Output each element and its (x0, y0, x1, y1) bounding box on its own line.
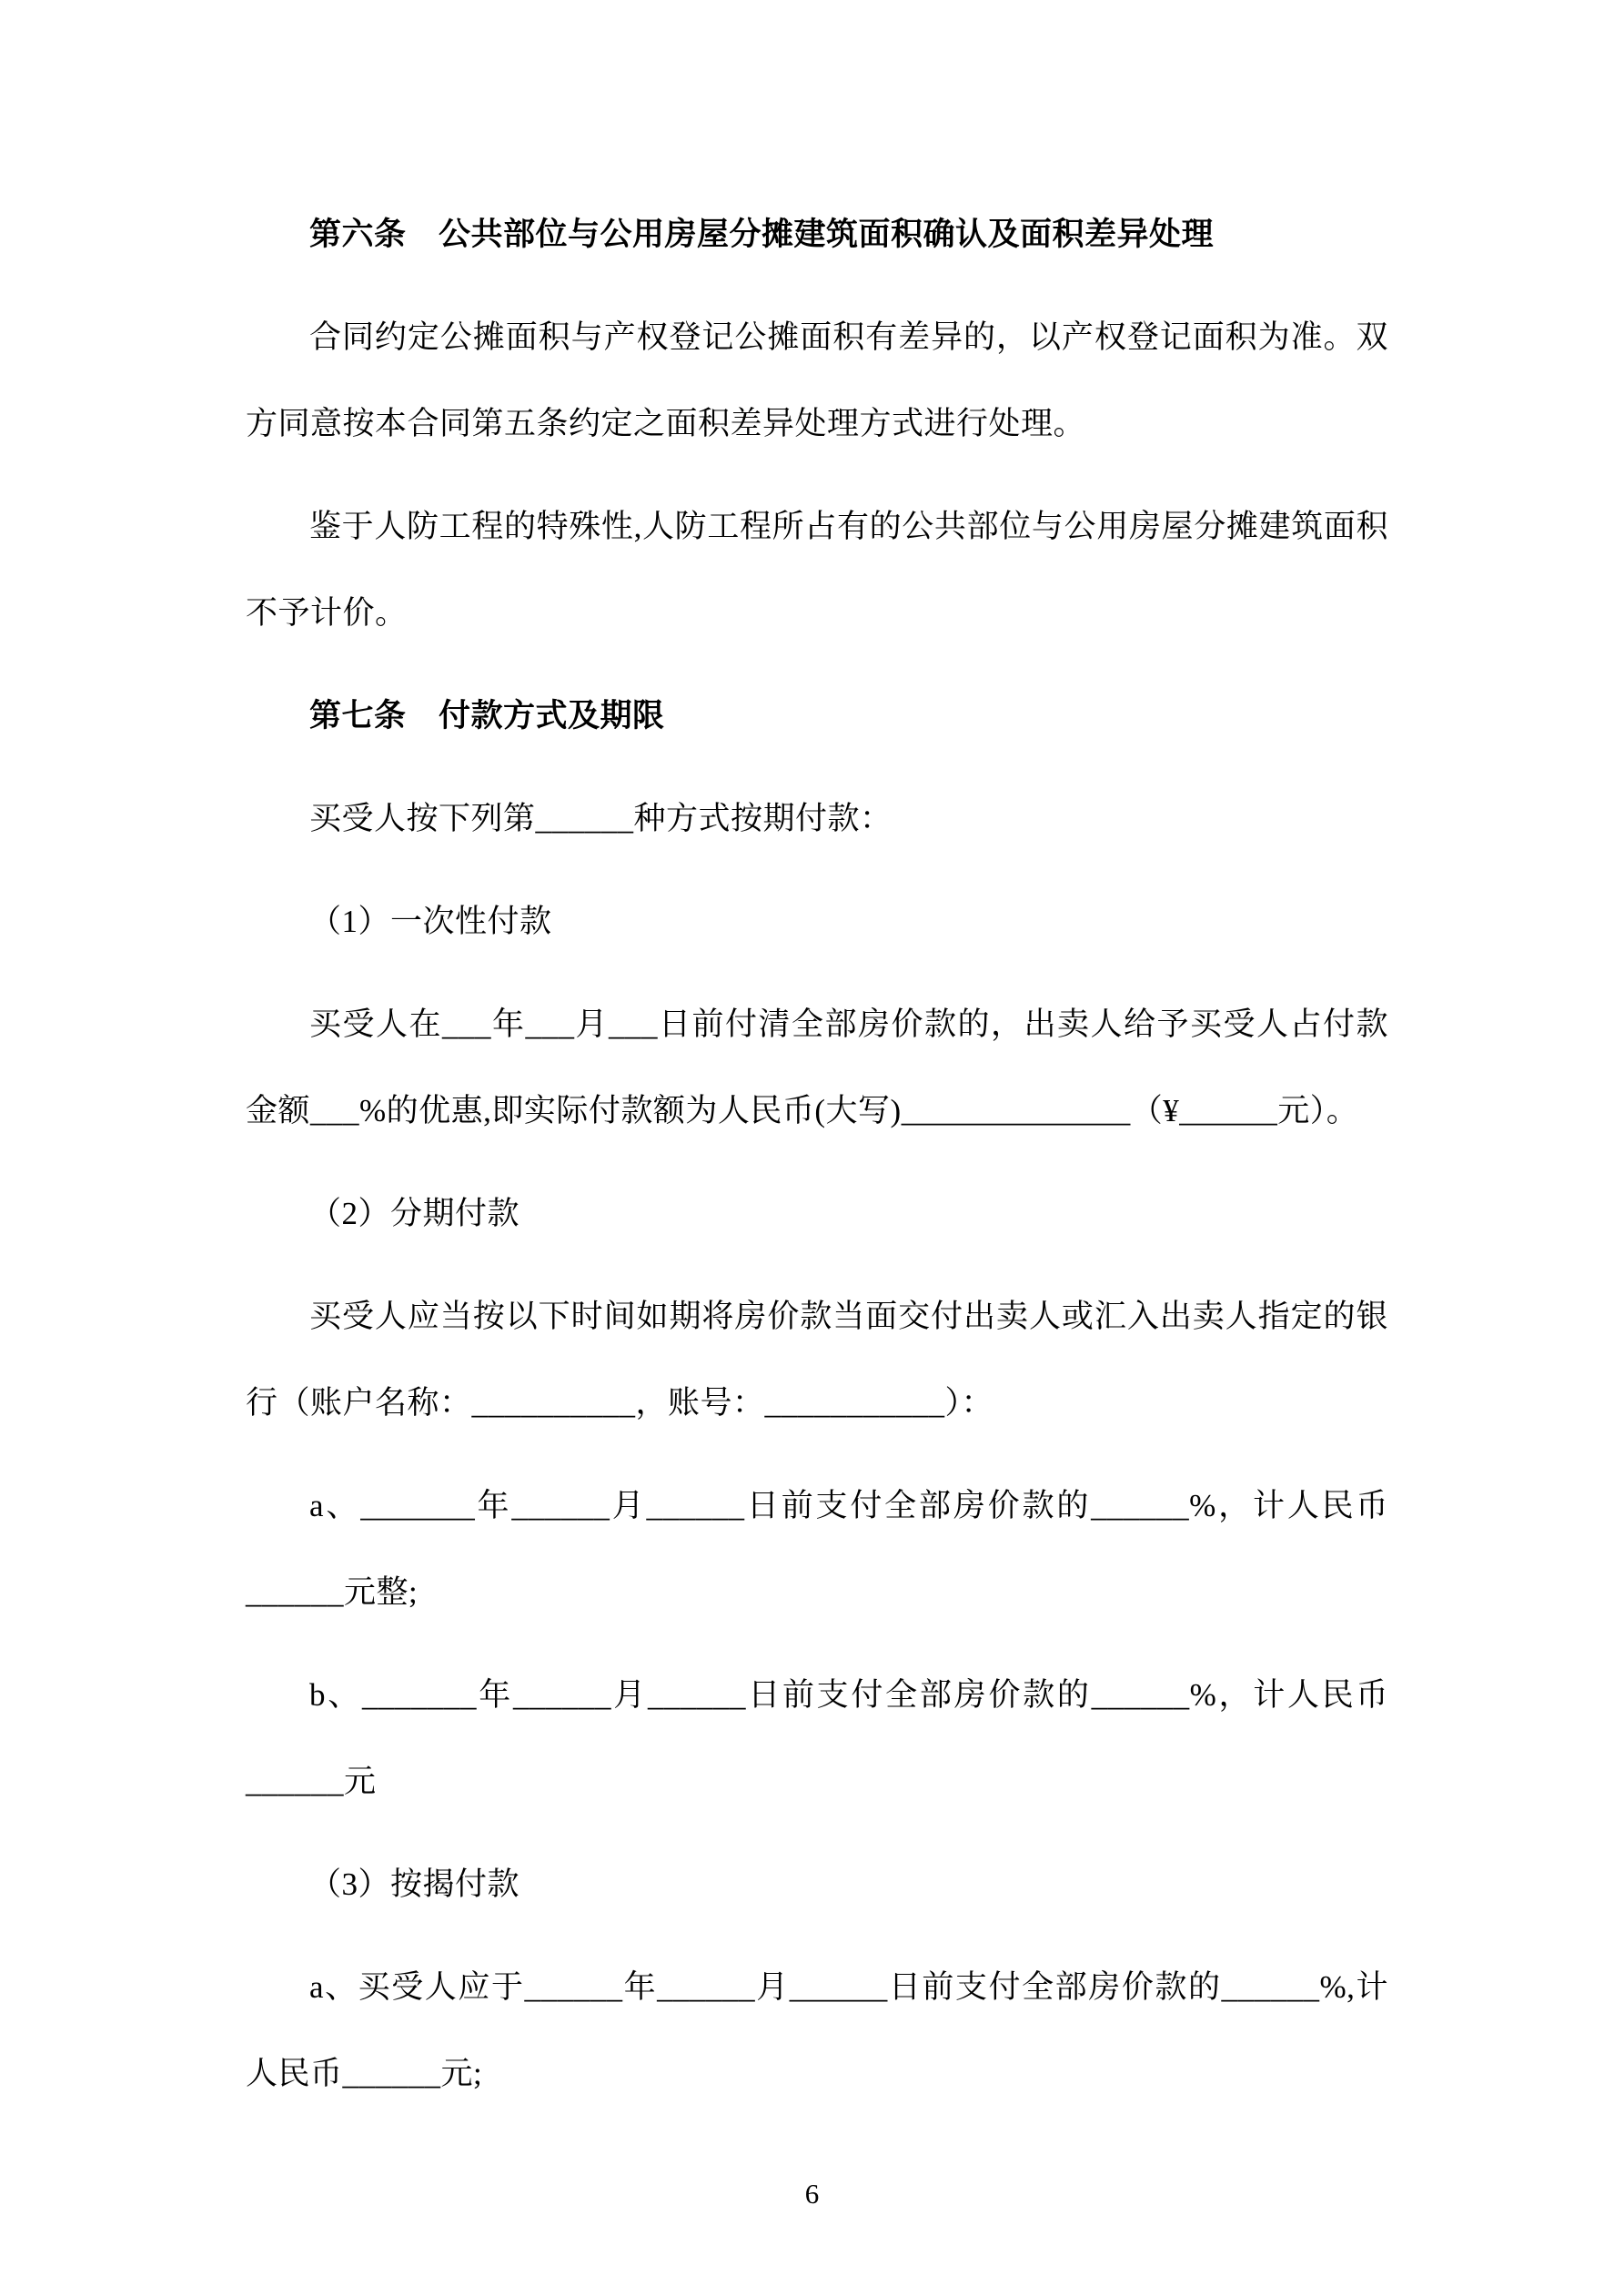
item-2-installment-payment-label: （2）分期付款 (309, 1196, 520, 1231)
installment-item-a: a、_______年______月______日前支付全部房价款的______%，计人民币______元整; (246, 1488, 1388, 1610)
item-1-lump-sum-payment-label: （1）一次性付款 (309, 904, 552, 939)
article-7-heading: 第七条 付款方式及期限 (309, 698, 665, 733)
paragraph-area-difference-rule: 合同约定公摊面积与产权登记公摊面积有差异的，以产权登记面积为准。双方同意按本合同第五条约定之面积差异处理方式进行处理。 (246, 319, 1388, 441)
mortgage-item-a: a、买受人应于______年______月______日前支付全部房价款的______%,计人民币______元; (246, 1969, 1388, 2091)
paragraph-lump-sum-payment-terms: 买受人在___年___月___日前付清全部房价款的，出卖人给予买受人占付款金额___%的优惠,即实际付款额为人民币(大写)______________（¥______元）。 (246, 1006, 1388, 1128)
paragraph-installment-bank-account: 买受人应当按以下时间如期将房价款当面交付出卖人或汇入出卖人指定的银行（账户名称：__________，账号：___________）： (246, 1299, 1388, 1421)
page-number: 6 (804, 2178, 820, 2210)
installment-item-b: b、_______年______月______日前支付全部房价款的______%，计人民币______元 (246, 1677, 1388, 1799)
paragraph-payment-method-choice: 买受人按下列第______种方式按期付款： (309, 801, 893, 836)
item-3-mortgage-payment-label: （3）按揭付款 (309, 1866, 520, 1902)
article-6-heading: 第六条 公共部位与公用房屋分摊建筑面积确认及面积差异处理 (309, 217, 1215, 252)
contract-body (246, 191, 1388, 2133)
paragraph-civil-defense-area: 鉴于人防工程的特殊性,人防工程所占有的公共部位与公用房屋分摊建筑面积不予计价。 (246, 509, 1388, 631)
